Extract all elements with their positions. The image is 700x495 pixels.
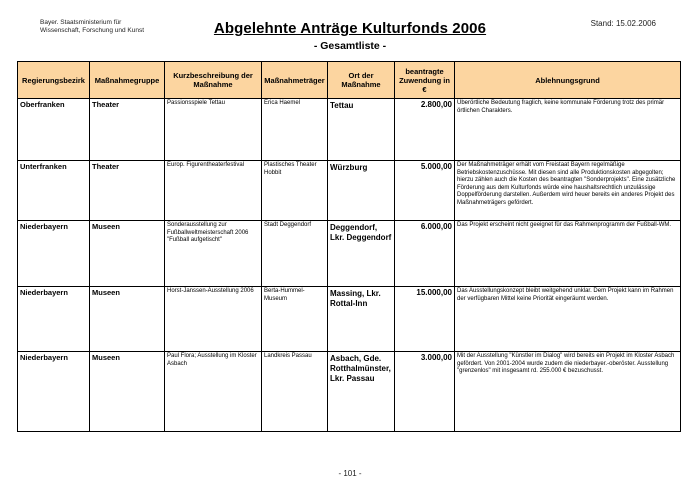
cell-gruppe: Theater [90,99,165,161]
column-header-kurzbeschreibung: Kurzbeschreibung der Maßnahme [165,62,262,99]
cell-traeger: Landkreis Passau [262,352,328,432]
cell-zuwendung: 2.800,00 [395,99,455,161]
column-header-gruppe: Maßnahmegruppe [90,62,165,99]
column-header-ort: Ort der Maßnahme [328,62,395,99]
cell-ort: Tettau [328,99,395,161]
table-row [18,161,681,221]
cell-gruppe: Museen [90,352,165,432]
table-row [18,287,681,352]
cell-zuwendung: 3.000,00 [395,352,455,432]
cell-traeger: Erica Haemel [262,99,328,161]
cell-zuwendung: 6.000,00 [395,221,455,287]
cell-ablehnungsgrund: Überörtliche Bedeutung fraglich, keine kommunale Förderung trotz des primär örtlichen Charakters. [455,99,681,161]
cell-bezirk: Oberfranken [18,99,90,161]
cell-kurzbeschreibung: Horst-Janssen-Ausstellung 2006 [165,287,262,352]
column-header-traeger: Maßnahmeträger [262,62,328,99]
column-header-ablehnungsgrund: Ablehnungsgrund [455,62,681,99]
cell-ort: Massing, Lkr. Rottal-Inn [328,287,395,352]
cell-bezirk: Niederbayern [18,352,90,432]
cell-kurzbeschreibung: Sonderausstellung zur Fußballweltmeisterschaft 2006 "Fußball aufgetischt" [165,221,262,287]
cell-bezirk: Niederbayern [18,287,90,352]
cell-gruppe: Museen [90,221,165,287]
cell-gruppe: Theater [90,161,165,221]
cell-bezirk: Niederbayern [18,221,90,287]
cell-kurzbeschreibung: Europ. Figurentheaterfestival [165,161,262,221]
table-row [18,221,681,287]
cell-traeger: Berta-Hummel-Museum [262,287,328,352]
cell-zuwendung: 15.000,00 [395,287,455,352]
header-row [18,62,681,99]
cell-ort: Asbach, Gde. Rotthalmünster, Lkr. Passau [328,352,395,432]
rejections-table [17,61,681,432]
cell-gruppe: Museen [90,287,165,352]
cell-ablehnungsgrund: Mit der Ausstellung "Künstler im Dialog" wird bereits ein Projekt im Kloster Asbach gefördert. Von 2001-2004 wurde zudem die niederbayer.-oberöster. Ausstellung "grenzenlos" mit insgesamt rd. 255.000 € bezuschusst. [455,352,681,432]
document-title: Abgelehnte Anträge Kulturfonds 2006 [213,20,487,37]
cell-traeger: Plastisches Theater Hobbit [262,161,328,221]
cell-zuwendung: 5.000,00 [395,161,455,221]
column-header-zuwendung: beantragte Zuwendung in € [395,62,455,99]
cell-ort: Deggendorf, Lkr. Deggendorf [328,221,395,287]
issuer-line-2: Wissenschaft, Forschung und Kunst [40,27,145,34]
cell-ablehnungsgrund: Das Ausstellungskonzept bleibt weitgehend unklar. Dem Projekt kann im Rahmen der verfügbaren Mittel keine Priorität eingeräumt werden. [455,287,681,352]
cell-ablehnungsgrund: Der Maßnahmeträger erhält vom Freistaat Bayern regelmäßige Betriebskostenzuschüsse. Mit diesen sind alle Produktionskosten abgegolten; hierzu zählen auch die Kosten des beantragten "Sonderprojekts". Eine zusätzliche Förderung aus dem Kulturfonds würde eine haushaltsrechtlich unzulässige Doppelförderung darstellen. Außerdem wird heuer bereits ein anderes Projekt des Maßnahmeträgers gefördert. [455,161,681,221]
cell-ort: Würzburg [328,161,395,221]
table-row [18,352,681,432]
issuer-line-1: Bayer. Staatsministerium für [40,19,122,26]
date-stamp: Stand: 15.02.2006 [590,19,656,28]
cell-ablehnungsgrund: Das Projekt erscheint nicht geeignet für das Rahmenprogramm der Fußball-WM. [455,221,681,287]
cell-kurzbeschreibung: Passionsspiele Tettau [165,99,262,161]
cell-bezirk: Unterfranken [18,161,90,221]
column-header-bezirk: Regierungsbezirk [18,62,90,99]
table-row [18,99,681,161]
cell-kurzbeschreibung: Paul Flora; Ausstellung im Kloster Asbach [165,352,262,432]
document-subtitle: - Gesamtliste - [313,40,387,52]
cell-traeger: Stadt Deggendorf [262,221,328,287]
page-number: - 101 - [338,469,362,478]
